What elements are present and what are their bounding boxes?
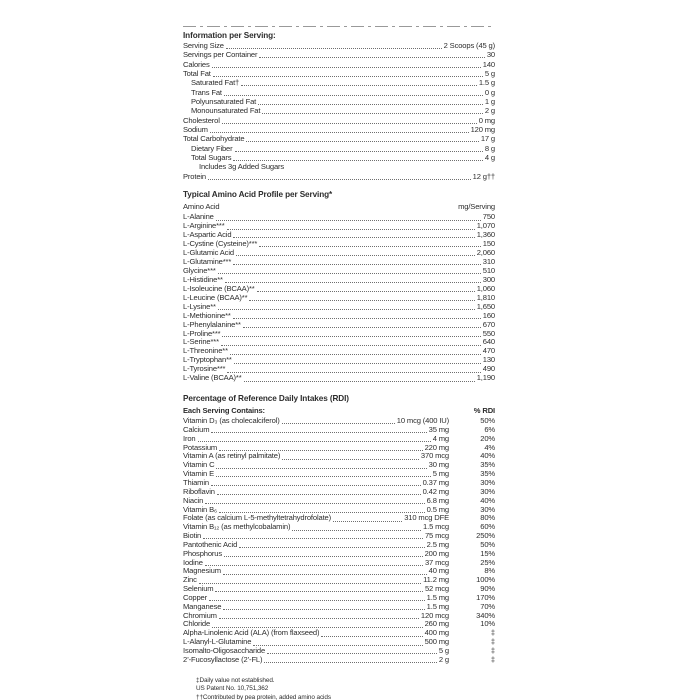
rdi-rows [183, 417, 495, 665]
rdi-amount: 1.5 mg [426, 592, 449, 602]
amino-value: 510 [482, 265, 495, 275]
dotted-leader [226, 48, 442, 49]
amino-value: 2,060 [476, 247, 495, 257]
rdi-row [183, 656, 495, 665]
amino-value: 130 [482, 355, 495, 365]
dotted-leader [222, 123, 477, 124]
amino-value: 1,190 [476, 373, 495, 383]
nutrient-value: 0 g [484, 87, 495, 97]
dotted-leader [282, 459, 419, 460]
nutrition-row [183, 97, 495, 106]
rdi-amount: 0.42 mg [422, 486, 449, 496]
rdi-percent: 25% [480, 557, 495, 567]
rdi-column-value: % RDI [473, 406, 495, 416]
amino-value: 490 [482, 364, 495, 374]
amino-row [183, 330, 495, 339]
dotted-leader [234, 363, 481, 364]
dotted-leader [239, 547, 425, 548]
nutrient-value: 8 g [484, 143, 495, 153]
rdi-label: Vitamin E [183, 469, 215, 479]
amino-value: 1,360 [476, 230, 495, 240]
dotted-leader [233, 318, 481, 319]
rdi-label: Manganese [183, 601, 222, 611]
nutrient-value: 2 Scoops (45 g) [443, 41, 495, 50]
nutrition-row [183, 78, 495, 87]
rdi-amount: 500 mg [424, 637, 449, 647]
rdi-label: Iron [183, 433, 196, 443]
rdi-column-label: Each Serving Contains: [183, 406, 265, 416]
dotted-leader [257, 291, 475, 292]
amino-label: L-Arginine*** [183, 221, 225, 231]
rdi-percent: 50% [480, 416, 495, 426]
amino-value: 160 [482, 310, 495, 320]
dotted-leader [211, 485, 421, 486]
nutrient-label: Saturated Fat† [191, 78, 240, 88]
nutrient-value: 17 g [480, 134, 495, 144]
rdi-label: Vitamin A (as retinyl palmitate) [183, 451, 281, 461]
dotted-leader [262, 113, 483, 114]
dotted-leader [333, 521, 402, 522]
rdi-amount: 370 mcg [420, 451, 449, 461]
rdi-percent: 100% [476, 575, 495, 585]
rdi-label: Zinc [183, 575, 197, 585]
rdi-percent: 250% [476, 531, 495, 541]
dotted-leader [205, 565, 423, 566]
dotted-leader [241, 85, 477, 86]
dotted-leader [227, 229, 475, 230]
rdi-label: Calcium [183, 424, 210, 434]
amino-value: 1,810 [476, 292, 495, 302]
rdi-amount: 1.5 mg [426, 601, 449, 611]
rdi-percent: 60% [480, 522, 495, 532]
amino-value: 470 [482, 346, 495, 356]
rdi-amount: 6.8 mg [426, 495, 449, 505]
rdi-header-row [183, 407, 495, 416]
amino-value: 300 [482, 274, 495, 284]
dotted-leader [215, 591, 423, 592]
rdi-percent: 15% [480, 548, 495, 558]
rdi-label: Isomalto-Oligosaccharide [183, 646, 266, 655]
rdi-label: Phosphorus [183, 548, 223, 558]
nutrient-value: 2 g [484, 106, 495, 116]
amino-label: Glycine*** [183, 265, 216, 275]
nutrition-row [183, 106, 495, 115]
rdi-amount: 120 mcg [420, 610, 449, 620]
amino-label: L-Leucine (BCAA)** [183, 292, 248, 302]
rdi-percent: 40% [480, 451, 495, 461]
rdi-label: Folate (as calcium L-5-methyltetrahydrofolate) [183, 513, 331, 523]
rdi-label: Selenium [183, 584, 214, 594]
amino-label: L-Serine*** [183, 337, 219, 347]
amino-value: 1,070 [476, 221, 495, 231]
amino-value: 1,060 [476, 283, 495, 293]
dotted-leader [199, 583, 421, 584]
nutrient-label: Total Sugars [191, 153, 232, 163]
amino-label: L-Proline*** [183, 328, 221, 338]
rdi-percent: 340% [476, 610, 495, 620]
nutrient-value: 140 [482, 59, 495, 69]
rdi-amount: 400 mg [424, 628, 449, 638]
rdi-percent: ‡ [490, 637, 495, 647]
rdi-label: Vitamin B₆ [183, 504, 217, 514]
amino-value: 670 [482, 319, 495, 329]
rdi-percent: 35% [480, 469, 495, 479]
rdi-section-title: Percentage of Reference Daily Intakes (RDI) [183, 394, 349, 404]
dotted-leader [218, 309, 475, 310]
nutrient-value: 120 mg [470, 125, 495, 135]
rdi-label: Iodine [183, 557, 203, 567]
die-cut-line [183, 26, 495, 27]
nutrient-label: Protein [183, 171, 207, 181]
nutrition-row [183, 162, 495, 171]
rdi-percent: ‡ [490, 646, 495, 655]
amino-row [183, 258, 495, 267]
rdi-amount: 2 g [438, 654, 449, 664]
footnote-patent: US Patent No. 10,751,362 [196, 684, 269, 692]
dotted-leader [212, 67, 481, 68]
amino-label: L-Threonine** [183, 346, 228, 356]
rdi-amount: 52 mcg [424, 584, 449, 594]
rdi-label: Thiamin [183, 477, 209, 487]
amino-value: 640 [482, 337, 495, 347]
nutrient-value: 1.5 g [478, 78, 495, 88]
dotted-leader [244, 381, 475, 382]
rdi-percent: 170% [476, 592, 495, 602]
nutrient-label: Total Fat [183, 69, 211, 79]
nutrition-row [183, 144, 495, 153]
nutrient-label: Serving Size [183, 41, 224, 50]
nutrient-value: 4 g [484, 153, 495, 163]
rdi-label: Vitamin B₁₂ (as methylcobalamin) [183, 522, 291, 532]
rdi-label: Copper [183, 592, 208, 602]
rdi-label: Pantothenic Acid [183, 539, 238, 549]
dotted-leader [246, 141, 478, 142]
dotted-leader [213, 76, 483, 77]
amino-value: 1,650 [476, 301, 495, 311]
dotted-leader [225, 282, 481, 283]
rdi-section [183, 394, 495, 664]
dotted-leader [217, 494, 421, 495]
rdi-label: 2’-Fucosyllactose (2’-FL) [183, 654, 263, 664]
rdi-amount: 1.5 mcg [423, 522, 449, 532]
nutrition-row [183, 153, 495, 162]
nutrition-row [183, 41, 495, 50]
amino-label: L-Cystine (Cysteine)*** [183, 238, 258, 248]
nutrient-value: 30 [486, 50, 495, 60]
rdi-amount: 10 mcg (400 IU) [396, 416, 449, 426]
nutrient-label: Dietary Fiber [191, 143, 233, 153]
rdi-percent: 20% [480, 433, 495, 443]
amino-row [183, 374, 495, 383]
dotted-leader [210, 132, 469, 133]
dotted-leader [198, 441, 431, 442]
amino-label: L-Glutamine*** [183, 256, 232, 266]
rdi-percent: 50% [480, 539, 495, 549]
dotted-leader [249, 300, 474, 301]
amino-rows [183, 213, 495, 383]
amino-row [183, 321, 495, 330]
amino-column-label: Amino Acid [183, 202, 220, 212]
rdi-label: Chromium [183, 610, 217, 620]
dotted-leader [253, 645, 422, 646]
amino-row [183, 267, 495, 276]
rdi-amount: 0.5 mg [426, 504, 449, 514]
dotted-leader [321, 636, 422, 637]
rdi-amount: 0.37 mg [422, 477, 449, 487]
rdi-percent: 70% [480, 601, 495, 611]
dotted-leader [227, 372, 480, 373]
nutrition-row [183, 60, 495, 69]
dotted-leader [208, 179, 471, 180]
amino-label: L-Histidine** [183, 274, 223, 284]
amino-label: L-Methionine** [183, 310, 231, 320]
nutrient-value: 12 g†† [472, 171, 495, 181]
rdi-percent: 30% [480, 477, 495, 487]
nutrition-row [183, 172, 495, 181]
dotted-leader [223, 609, 424, 610]
rdi-label: Potassium [183, 442, 218, 452]
nutrition-rows [183, 41, 495, 181]
amino-label: L-Valine (BCAA)** [183, 373, 242, 383]
rdi-label: Niacin [183, 495, 204, 505]
rdi-label: Vitamin D₃ (as cholecalciferol) [183, 416, 280, 426]
nutrition-row [183, 125, 495, 134]
rdi-percent: 40% [480, 495, 495, 505]
amino-value: 310 [482, 256, 495, 266]
rdi-amount: 200 mg [424, 548, 449, 558]
rdi-percent: ‡ [490, 628, 495, 638]
rdi-percent: 80% [480, 513, 495, 523]
dotted-leader [233, 160, 482, 161]
nutrient-label: Calories [183, 59, 210, 69]
dotted-leader [259, 57, 484, 58]
amino-header-row [183, 203, 495, 212]
rdi-label: Chloride [183, 619, 211, 629]
rdi-amount: 260 mg [424, 619, 449, 629]
amino-label: L-Tryptophan** [183, 355, 232, 365]
nutrient-label: Monounsaturated Fat [191, 106, 261, 116]
nutrient-label: Sodium [183, 125, 208, 135]
dotted-leader [235, 151, 483, 152]
amino-row [183, 356, 495, 365]
rdi-amount: 37 mcg [424, 557, 449, 567]
dotted-leader [223, 574, 427, 575]
amino-column-value: mg/Serving [458, 202, 495, 212]
nutrient-value: 0 mg [478, 115, 495, 125]
rdi-label: Vitamin C [183, 460, 215, 470]
dotted-leader [209, 600, 425, 601]
footnote-daily-value: ‡Daily value not established. [196, 676, 275, 684]
dotted-leader [233, 237, 474, 238]
dotted-leader [224, 556, 423, 557]
dotted-leader [267, 653, 437, 654]
dotted-leader [258, 104, 483, 105]
nutrient-label: Servings per Container [183, 50, 258, 60]
rdi-label: L-Alanyl-L-Glutamine [183, 637, 252, 647]
rdi-amount: 2.5 mg [426, 539, 449, 549]
rdi-percent: ‡ [490, 654, 495, 664]
rdi-amount: 5 mg [432, 469, 449, 479]
dotted-leader [282, 423, 395, 424]
rdi-amount: 30 mg [428, 460, 449, 470]
amino-value: 550 [482, 328, 495, 338]
supplement-facts-panel [183, 26, 495, 693]
amino-section-title: Typical Amino Acid Profile per Serving* [183, 190, 333, 200]
dotted-leader [218, 273, 481, 274]
footnotes [196, 677, 495, 693]
dotted-leader [236, 255, 475, 256]
rdi-percent: 4% [484, 442, 495, 452]
rdi-amount: 4 mg [432, 433, 449, 443]
rdi-percent: 30% [480, 486, 495, 496]
dotted-leader [216, 220, 481, 221]
rdi-amount: 5 g [438, 646, 449, 655]
nutrition-row [183, 88, 495, 97]
rdi-amount: 40 mg [428, 566, 449, 576]
amino-value: 150 [482, 238, 495, 248]
amino-label: L-Glutamic Acid [183, 247, 234, 257]
dotted-leader [221, 345, 481, 346]
dotted-leader [233, 264, 481, 265]
nutrition-section-title: Information per Serving: [183, 31, 276, 40]
rdi-amount: 75 mcg [424, 531, 449, 541]
amino-label: L-Isoleucine (BCAA)** [183, 283, 255, 293]
dotted-leader [224, 95, 483, 96]
nutrition-row [183, 134, 495, 143]
dotted-leader [264, 662, 437, 663]
cutoff-footnote: ††Contributed by pea protein, added amino acids [196, 694, 331, 700]
amino-row [183, 213, 495, 222]
dotted-leader [205, 503, 424, 504]
dotted-leader [292, 530, 421, 531]
nutrient-label: Cholesterol [183, 115, 220, 125]
nutrition-row [183, 116, 495, 125]
dotted-leader [216, 468, 426, 469]
nutrient-label: Includes 3g Added Sugars [199, 162, 285, 172]
amino-acid-section [183, 190, 495, 383]
dotted-leader [222, 336, 480, 337]
rdi-label: Riboflavin [183, 486, 215, 496]
dotted-leader [230, 354, 481, 355]
amino-row [183, 294, 495, 303]
rdi-percent: 30% [480, 504, 495, 514]
nutrient-value: 1 g [484, 97, 495, 107]
amino-label: L-Alanine [183, 212, 214, 222]
amino-label: L-Lysine** [183, 301, 216, 311]
amino-label: L-Aspartic Acid [183, 230, 232, 240]
rdi-percent: 10% [480, 619, 495, 629]
rdi-label: Alpha-Linolenic Acid (ALA) (from flaxseed) [183, 628, 320, 638]
dotted-leader [219, 618, 419, 619]
nutrition-row [183, 50, 495, 59]
rdi-amount: 35 mg [428, 424, 449, 434]
nutrient-label: Polyunsaturated Fat [191, 97, 257, 107]
nutrient-label: Trans Fat [191, 87, 222, 97]
amino-value: 750 [482, 212, 495, 222]
amino-label: L-Phenylalanine** [183, 319, 241, 329]
dotted-leader [243, 327, 481, 328]
nutrient-label: Total Carbohydrate [183, 134, 245, 144]
rdi-label: Biotin [183, 531, 202, 541]
nutrition-section [183, 31, 495, 181]
rdi-percent: 6% [484, 424, 495, 434]
amino-label: L-Tyrosine*** [183, 364, 226, 374]
rdi-amount: 310 mcg DFE [404, 513, 449, 523]
rdi-amount: 220 mg [424, 442, 449, 452]
nutrient-value: 5 g [484, 69, 495, 79]
rdi-amount: 11.2 mg [423, 575, 449, 585]
rdi-label: Magnesium [183, 566, 221, 576]
rdi-percent: 35% [480, 460, 495, 470]
dotted-leader [259, 246, 481, 247]
dotted-leader [216, 476, 431, 477]
rdi-percent: 90% [480, 584, 495, 594]
nutrition-row [183, 69, 495, 78]
amino-row [183, 338, 495, 347]
dotted-leader [211, 432, 426, 433]
rdi-percent: 8% [484, 566, 495, 576]
